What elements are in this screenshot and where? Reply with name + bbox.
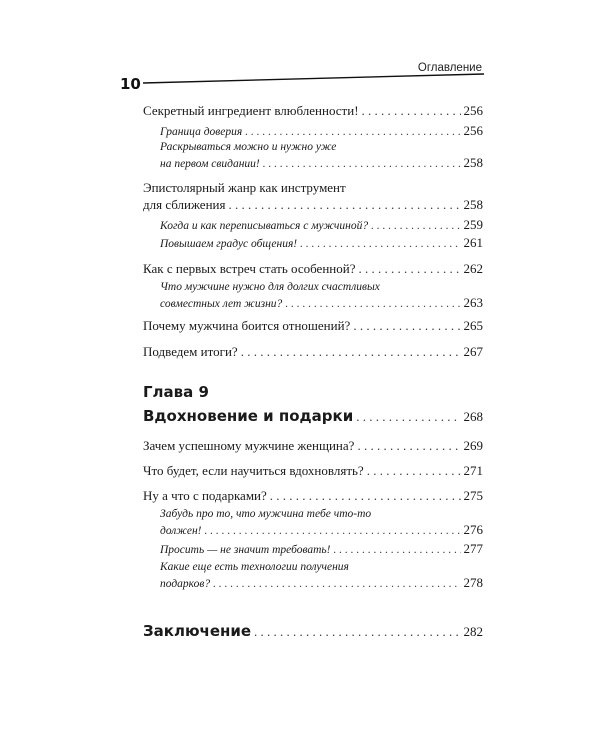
toc-subentry: Какие еще есть технологии получения подарков? . . . 278: [160, 559, 483, 592]
chapter-label: Глава 9: [143, 383, 209, 401]
toc-subentry: Когда и как переписываться с мужчиной? . . . 259: [160, 217, 483, 234]
toc-subentry: Что мужчине нужно для долгих счастливых совместных лет жизни? . . . 263: [160, 279, 483, 312]
toc-subentry: Раскрываться можно и нужно уже на первом свидании! . . . 258: [160, 139, 483, 172]
conclusion-title: Заключение: [143, 622, 252, 640]
toc-subentry: Повышаем градус общения! . . . 261: [160, 235, 483, 252]
chapter-title: Вдохновение и подарки: [143, 407, 354, 425]
toc-entry: Что будет, если научиться вдохновлять? . . . 271: [143, 462, 483, 479]
toc-entry: Секретный ингредиент влюбленности! . . . 256: [143, 102, 483, 119]
header-rule: [0, 0, 600, 100]
chapter-title-entry: Вдохновение и подарки . . . 268: [143, 408, 483, 425]
toc-entry: Зачем успешному мужчине женщина? . . . 269: [143, 437, 483, 454]
toc-subentry: Граница доверия . . . 256: [160, 123, 483, 140]
toc-entry: Подведем итоги? . . . 267: [143, 343, 483, 360]
toc-subentry: Забудь про то, что мужчина тебе что-то должен! . . . 276: [160, 506, 483, 539]
toc-entry: Как с первых встреч стать особенной? . . . 262: [143, 260, 483, 277]
page-number: 10: [120, 75, 141, 93]
running-header-section: Оглавление: [417, 62, 482, 74]
toc-entry: Ну а что с подарками? . . . 275: [143, 487, 483, 504]
toc-subentry: Просить — не значит требовать! . . . 277: [160, 541, 483, 558]
toc-entry: Почему мужчина боится отношений? . . . 265: [143, 317, 483, 334]
toc-entry: Эпистолярный жанр как инструмент для сближения . . . 258: [143, 179, 483, 213]
page-header: [0, 0, 600, 100]
conclusion-entry: Заключение . . . 282: [143, 623, 483, 640]
